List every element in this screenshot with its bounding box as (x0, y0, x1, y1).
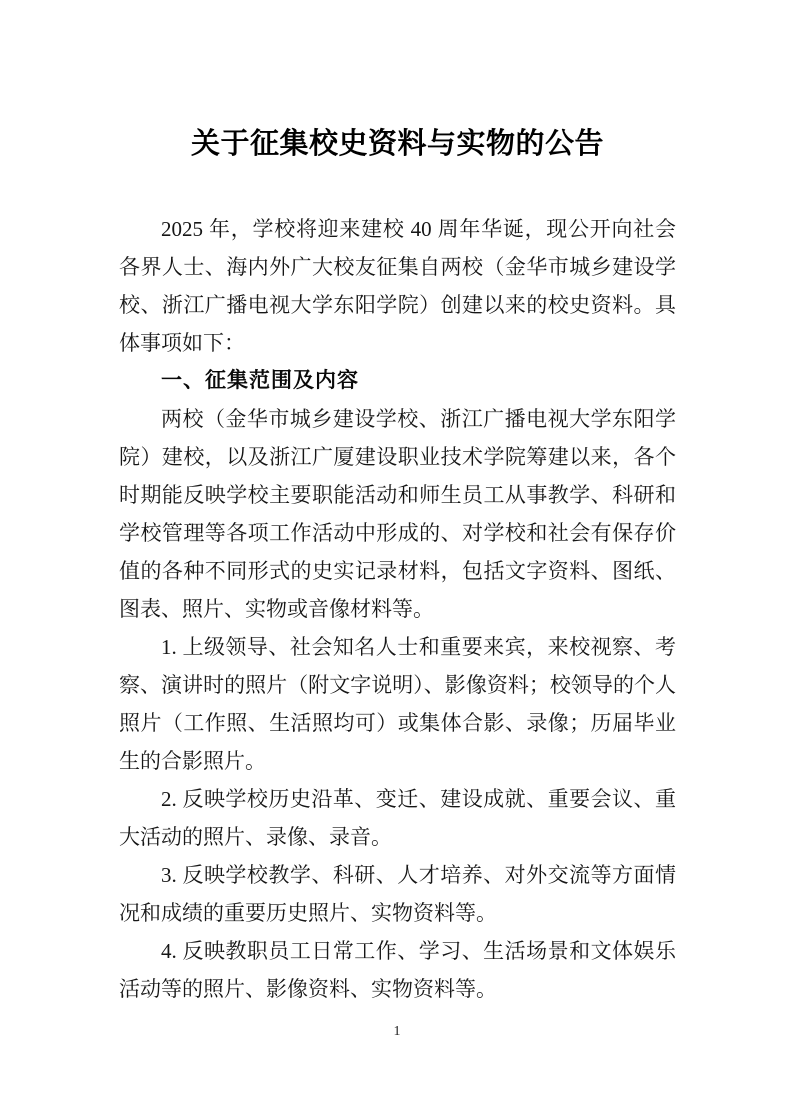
section-heading: 一、征集范围及内容 (161, 369, 359, 392)
body-paragraph-item-4: 4. 反映教职员工日常工作、学习、生活场景和文体娱乐活动等的照片、影像资料、实物资料等。 (119, 939, 676, 1001)
body-paragraph-item-3: 3. 反映学校教学、科研、人才培养、对外交流等方面情况和成绩的重要历史照片、实物资料等。 (119, 863, 676, 925)
body-paragraph-item-2: 2. 反映学校历史沿革、变迁、建设成就、重要会议、重大活动的照片、录像、录音。 (119, 787, 676, 849)
intro-paragraph: 2025 年，学校将迎来建校 40 周年华诞，现公开向社会各界人士、海内外广大校友征集自两校（金华市城乡建设学校、浙江广播电视大学东阳学院）创建以来的校史资料。具体事项如下： (119, 217, 676, 355)
document-title: 关于征集校史资料与实物的公告 (190, 128, 604, 160)
body-paragraph-item-1: 1. 上级领导、社会知名人士和重要来宾，来校视察、考察、演讲时的照片（附文字说明）、影像资料；校领导的个人照片（工作照、生活照均可）或集体合影、录像；历届毕业生的合影照片。 (119, 635, 676, 773)
body-paragraph-scope: 两校（金华市城乡建设学校、浙江广播电视大学东阳学院）建校，以及浙江广厦建设职业技术学院筹建以来，各个时期能反映学校主要职能活动和师生员工从事教学、科研和学校管理等各项工作活动中形成的、对学校和社会有保存价值的各种不同形式的史实记录材料，包括文字资料、图纸、图表、照片、实物或音像材料等。 (119, 407, 676, 621)
page-number: 1 (393, 1024, 401, 1039)
